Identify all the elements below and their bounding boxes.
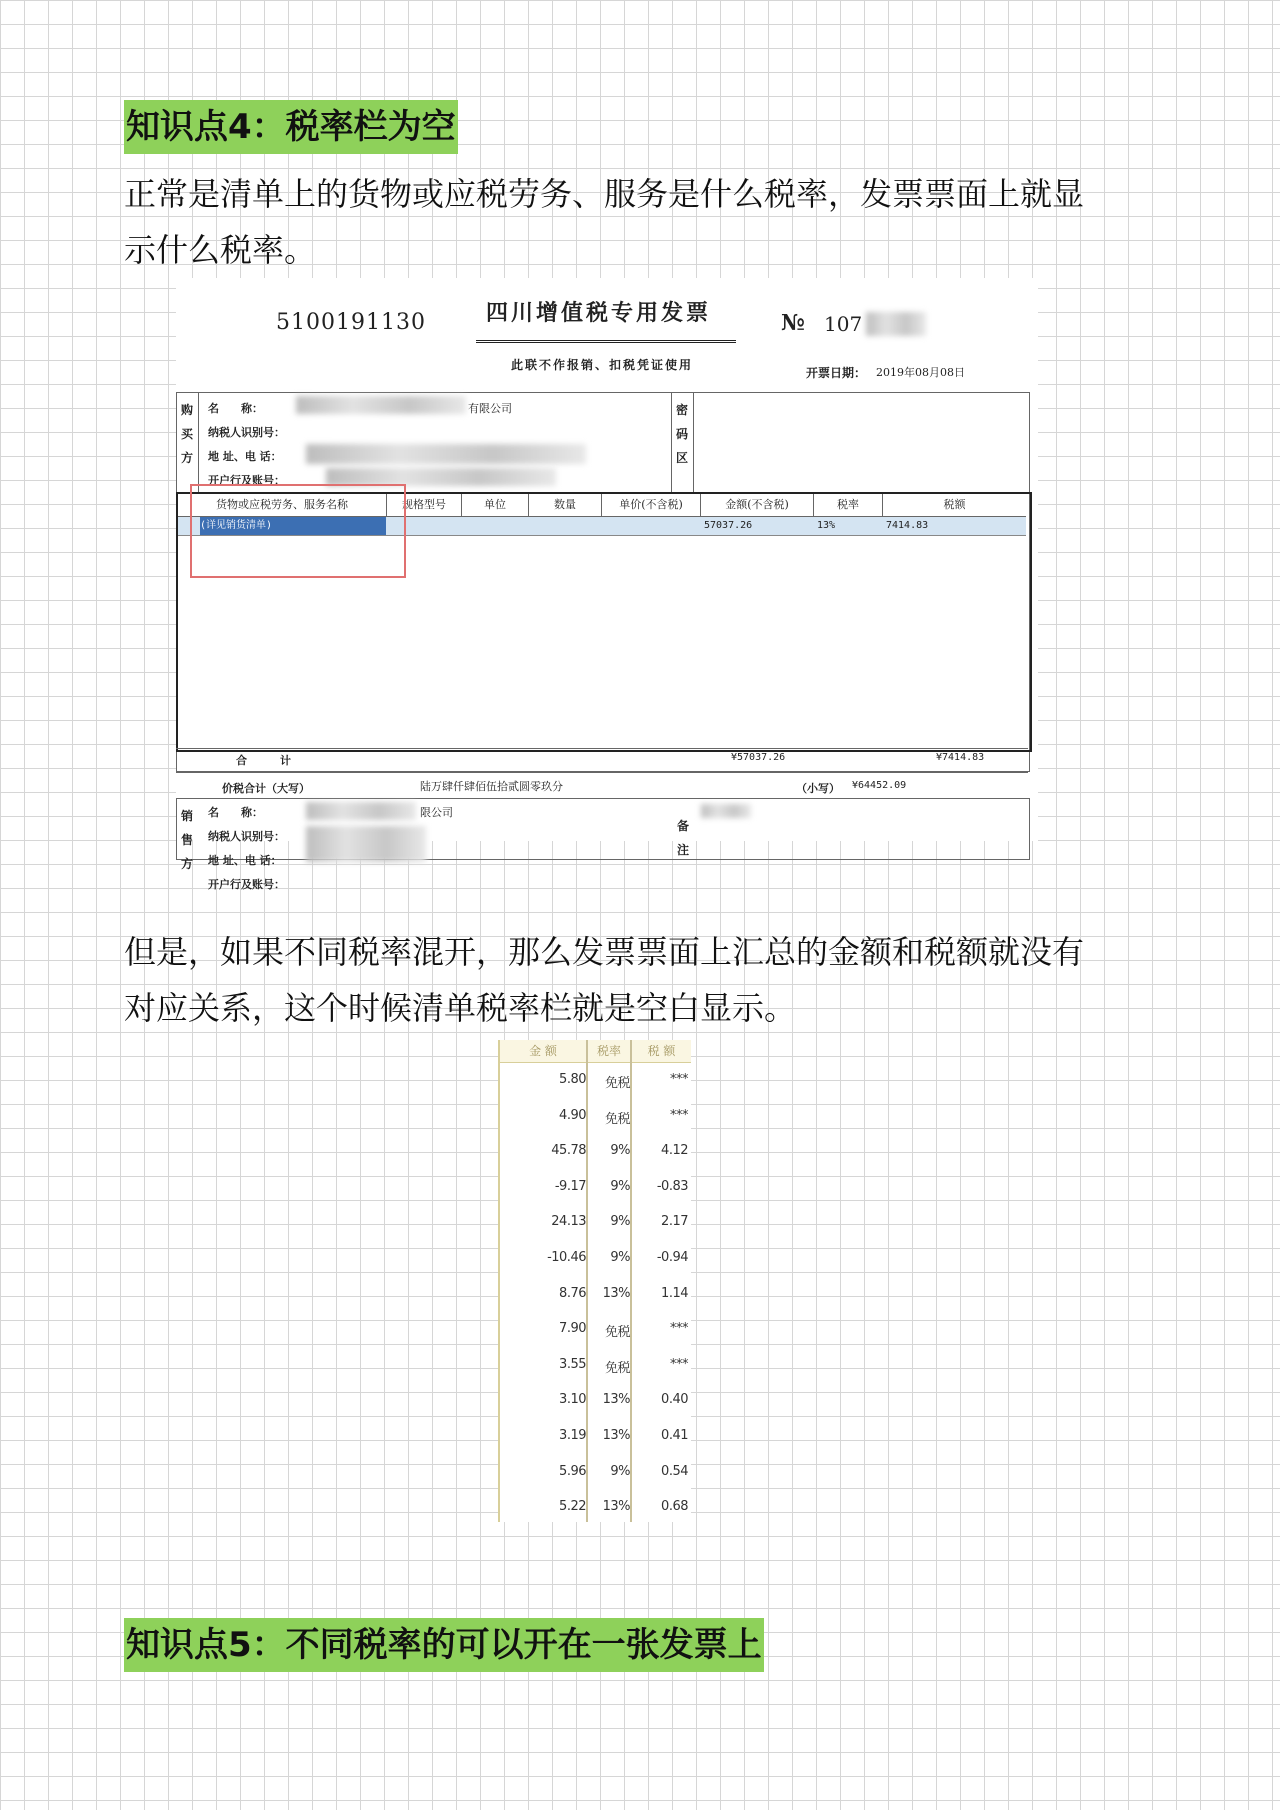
tax-row-rate: 免税	[604, 1076, 630, 1091]
seller-name-label: 名 称：	[208, 806, 263, 819]
paragraph-2-line-1: 但是，如果不同税率混开，那么发票票面上汇总的金额和税额就没有	[124, 933, 1085, 971]
total-label: 合 计	[236, 754, 291, 767]
tax-row-amount: 7.90	[559, 1321, 586, 1337]
paragraph-2	[124, 924, 1154, 1036]
col-unit: 单位	[462, 494, 529, 516]
tax-row	[500, 1493, 691, 1529]
grand-small-value: ¥64452.09	[852, 780, 907, 791]
buyer-bank-label: 开户行及账号：	[208, 474, 285, 487]
tax-row	[500, 1458, 691, 1494]
password-divider	[671, 392, 672, 492]
paragraph-2-line-2: 对应关系，这个时候清单税率栏就是空白显示。	[124, 989, 797, 1027]
tax-row-rate: 13%	[602, 1499, 630, 1515]
tax-row-rate: 9%	[610, 1178, 630, 1194]
tax-row-tax: 2.17	[661, 1214, 688, 1230]
tax-row	[500, 1137, 691, 1173]
tax-row-amount: 3.55	[559, 1356, 586, 1372]
tax-row-rate: 免税	[604, 1360, 630, 1376]
tax-row	[500, 1066, 691, 1102]
buyer-name-label: 名 称：	[208, 402, 263, 415]
tax-row-amount: 5.80	[559, 1072, 586, 1087]
seller-name-suffix: 限公司	[420, 806, 453, 819]
buyer-label: 购 买 方	[180, 403, 193, 465]
header-rate: 税率	[588, 1040, 630, 1063]
total-tax: ¥7414.83	[936, 752, 985, 763]
seller-bank-label: 开户行及账号：	[208, 878, 285, 891]
tax-row-rate: 免税	[604, 1111, 630, 1127]
tax-row-amount: 45.78	[551, 1143, 586, 1159]
tax-row-tax: 1.14	[661, 1285, 688, 1301]
item-tax: 7414.83	[886, 520, 929, 531]
redaction-blur	[296, 396, 466, 414]
tax-row-rate: 13%	[602, 1392, 630, 1408]
paragraph-1-line-1: 正常是清单上的货物或应税劳务、服务是什么税率，发票票面上就显	[124, 175, 1085, 213]
tax-row-rate: 9%	[610, 1143, 630, 1159]
tax-row	[500, 1208, 691, 1244]
tax-row	[500, 1351, 691, 1387]
buyer-name-suffix: 有限公司	[468, 402, 512, 415]
invoice-number: 107	[824, 312, 863, 336]
tax-row-amount: 8.76	[559, 1285, 586, 1301]
tax-row-rate: 9%	[610, 1250, 630, 1265]
col-rate: 税率	[814, 494, 883, 516]
item-name: (详见销货清单)	[200, 517, 386, 535]
issue-date: 2019年08月08日	[876, 366, 965, 379]
tax-row-tax: 4.12	[661, 1143, 688, 1159]
col-tax: 税额	[943, 498, 966, 511]
tax-row-tax: 0.54	[661, 1463, 688, 1479]
tax-row-tax: ***	[670, 1321, 688, 1337]
tax-row	[500, 1102, 691, 1138]
tax-row-tax: ***	[670, 1072, 688, 1087]
redaction-blur	[866, 312, 926, 336]
paragraph-1-line-2: 示什么税率。	[124, 231, 317, 269]
invoice-title: 四川增值税专用发票	[486, 300, 712, 326]
highlight-box	[190, 484, 406, 578]
item-amount: 57037.26	[704, 520, 753, 531]
col-qty: 数量	[529, 494, 602, 516]
tax-row-tax: -0.83	[656, 1178, 688, 1194]
tax-row-amount: 24.13	[551, 1214, 586, 1230]
redaction-blur	[306, 802, 416, 820]
invoice-number-label: №	[781, 310, 805, 336]
tax-row-tax: ***	[670, 1356, 688, 1372]
seller-taxid-label: 纳税人识别号：	[208, 830, 285, 843]
tax-row	[500, 1422, 691, 1458]
total-amount: ¥57037.26	[731, 752, 786, 763]
grand-total-words: 陆万肆仟肆佰伍拾贰圆零玖分	[420, 780, 563, 793]
tax-row	[500, 1315, 691, 1351]
tax-row-amount: 3.19	[559, 1428, 586, 1443]
tax-row	[500, 1280, 691, 1316]
tax-row-tax: 0.41	[661, 1428, 688, 1443]
col-amount: 金额(不含税)	[701, 494, 814, 516]
grand-divider	[176, 772, 1028, 773]
tax-row	[500, 1244, 691, 1280]
col-spec: 规格型号	[387, 494, 462, 516]
buyer-taxid-label: 纳税人识别号：	[208, 426, 285, 439]
header-tax: 税 额	[632, 1040, 691, 1063]
grand-total-label: 价税合计（大写）	[222, 782, 310, 795]
tax-row-amount: 3.10	[559, 1392, 586, 1408]
tax-row-rate: 9%	[610, 1214, 630, 1230]
password-label: 密 码 区	[675, 403, 688, 465]
invoice-subtitle: 此联不作报销、扣税凭证使用	[511, 358, 694, 372]
issue-date-label: 开票日期：	[806, 366, 867, 380]
redaction-blur	[306, 826, 426, 862]
buyer-address-label: 地 址、电 话：	[208, 450, 282, 463]
invoice-image	[176, 278, 1038, 891]
seller-address-label: 地 址、电 话：	[208, 854, 282, 867]
remark-label: 备 注	[676, 819, 689, 857]
redaction-blur	[306, 444, 586, 464]
password-divider	[693, 392, 694, 492]
col-price: 单价(不含税)	[602, 494, 701, 516]
tax-row-rate: 免税	[604, 1325, 630, 1341]
tax-row-amount: -9.17	[554, 1178, 586, 1194]
tax-row-amount: 4.90	[559, 1107, 586, 1123]
section-heading-4: 知识点4：税率栏为空	[124, 100, 458, 154]
tax-row	[500, 1386, 691, 1422]
section-heading-5: 知识点5：不同税率的可以开在一张发票上	[124, 1618, 764, 1672]
tax-row	[500, 1173, 691, 1209]
paragraph-1	[124, 166, 1154, 278]
tax-row-amount: 5.96	[559, 1463, 586, 1479]
tax-row-tax: 0.40	[661, 1392, 688, 1408]
col-name: 货物或应税劳务、服务名称	[178, 494, 387, 516]
item-rate: 13%	[817, 520, 836, 531]
tax-row-amount: 5.22	[559, 1499, 586, 1515]
invoice-code: 5100191130	[276, 310, 426, 335]
tax-row-tax: ***	[670, 1107, 688, 1123]
header-amount: 金 额	[500, 1040, 586, 1063]
buyer-divider	[198, 392, 199, 492]
tax-row-rate: 13%	[602, 1285, 630, 1301]
seller-label: 销 售 方	[180, 809, 193, 871]
tax-row-tax: 0.68	[661, 1499, 688, 1515]
tax-row-rate: 9%	[610, 1463, 630, 1479]
seller-frame	[176, 798, 1030, 860]
title-underline	[476, 340, 736, 343]
total-divider	[176, 748, 1028, 749]
tax-row-amount: -10.46	[547, 1250, 586, 1265]
redaction-blur	[701, 804, 751, 818]
tax-detail-table	[498, 1040, 691, 1522]
tax-row-tax: -0.94	[656, 1250, 688, 1265]
grand-small-label: （小写）	[796, 782, 840, 795]
tax-row-rate: 13%	[602, 1428, 630, 1443]
